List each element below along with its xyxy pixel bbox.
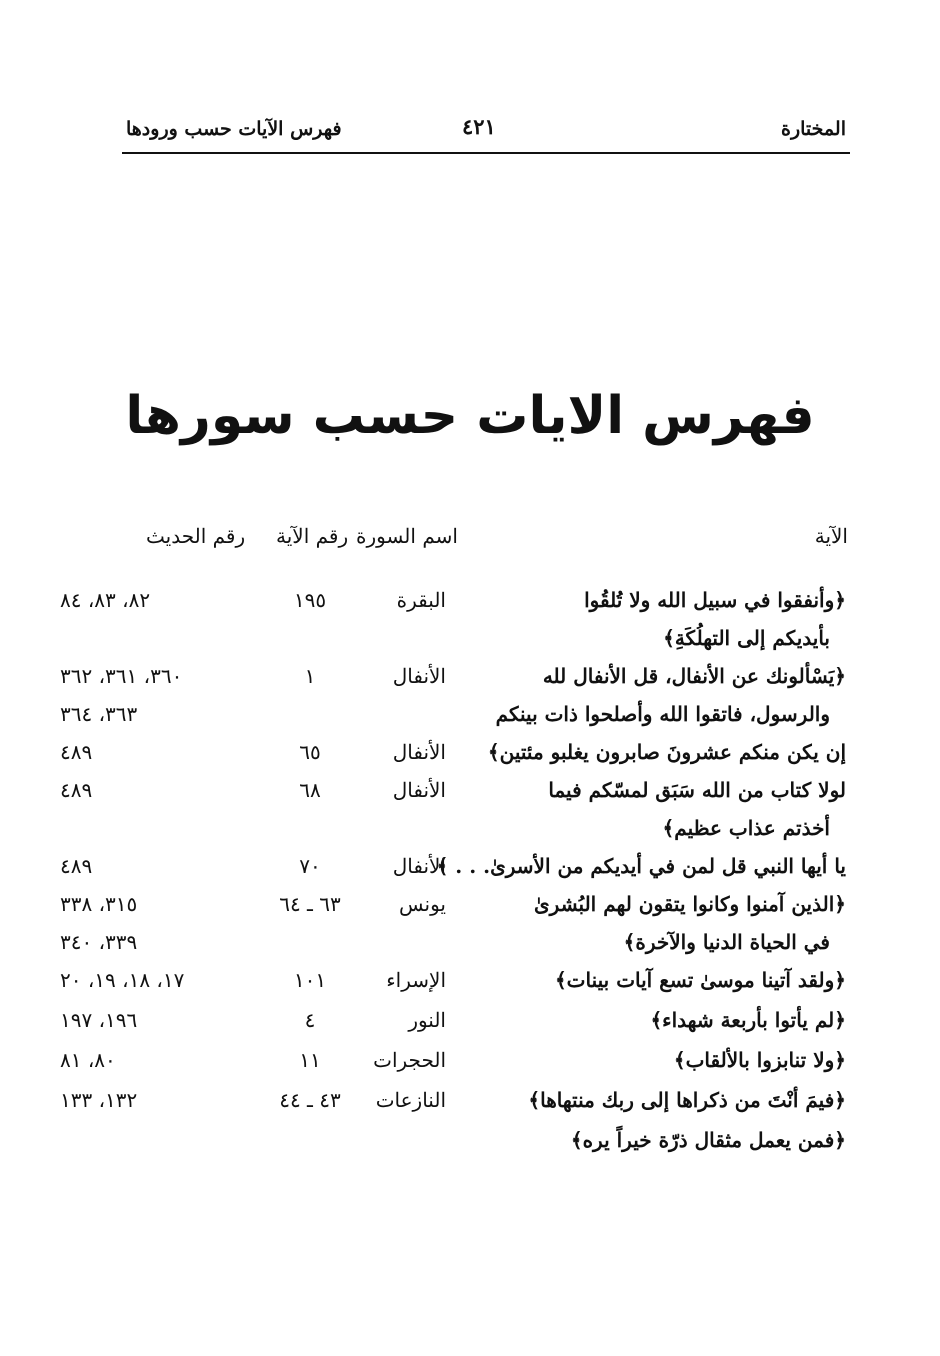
table-row	[60, 1044, 850, 1082]
page-title: فهرس الايات حسب سورها	[125, 386, 815, 446]
surah-name: الأنفال	[392, 664, 446, 688]
hadith-numbers: ١٧، ١٨، ١٩، ٢٠	[60, 968, 185, 992]
surah-name: يونس	[399, 892, 446, 916]
ayah-text: ﴿ولقد آتينا موسىٰ تسع آيات بينات﴾	[554, 968, 846, 992]
ayah-number: ٤	[304, 1008, 316, 1032]
ayah-text: والرسول، فاتقوا الله وأصلحوا ذات بينكم	[495, 702, 830, 726]
ayah-text: ﴿الذين آمنوا وكانوا يتقون لهم البُشرىٰ	[534, 892, 846, 916]
column-header-ayah-number: رقم الآية	[276, 524, 349, 548]
surah-name: الأنفال	[392, 854, 446, 878]
hadith-numbers: ١٣٢، ١٣٣	[60, 1088, 138, 1112]
table-row	[60, 622, 850, 660]
ayah-text: في الحياة الدنيا والآخرة﴾	[623, 930, 830, 954]
header-section-title: فهرس الآيات حسب ورودها	[126, 118, 342, 140]
header-book-title: المختارة	[781, 118, 846, 140]
table-row	[60, 926, 850, 964]
table-row	[60, 698, 850, 736]
hadith-numbers: ٨٠، ٨١	[60, 1048, 116, 1072]
hadith-numbers: ٤٨٩	[60, 854, 93, 878]
column-header-hadith-number: رقم الحديث	[146, 524, 246, 548]
table-row	[60, 1124, 850, 1162]
page-header	[122, 112, 850, 154]
surah-name: الأنفال	[392, 778, 446, 802]
surah-name: النور	[408, 1008, 446, 1032]
ayah-text: أخذتم عذاب عظيم﴾	[662, 816, 830, 840]
hadith-numbers: ١٩٦، ١٩٧	[60, 1008, 138, 1032]
ayah-number: ٦٥	[299, 740, 321, 764]
table-row	[60, 584, 850, 622]
ayah-text: لولا كتاب من الله سَبَق لمسّكم فيما	[548, 778, 846, 802]
table-row	[60, 850, 850, 888]
surah-name: الحجرات	[373, 1048, 446, 1072]
table-row	[60, 1084, 850, 1122]
surah-name: الأنفال	[392, 740, 446, 764]
ayah-text: ﴿وأنفقوا في سبيل الله ولا تُلقُوا	[584, 588, 846, 612]
ayah-text: بأيديكم إلى التهلُكَةِ﴾	[663, 626, 830, 650]
ayah-text: ﴿لم يأتوا بأربعة شهداء﴾	[650, 1008, 846, 1032]
hadith-numbers: ٣٦٠، ٣٦١، ٣٦٢	[60, 664, 183, 688]
ayah-text: ﴿ولا تنابزوا بالألقاب﴾	[673, 1048, 846, 1072]
column-header-surah: اسم السورة	[356, 524, 458, 548]
hadith-numbers: ٤٨٩	[60, 740, 93, 764]
ayah-text: إن يكن منكم عشرونَ صابرون يغلبو مئتين﴾	[487, 740, 846, 764]
hadith-numbers: ٤٨٩	[60, 778, 93, 802]
table-row	[60, 660, 850, 698]
ayah-number: ١	[304, 664, 316, 688]
ayah-number: ٦٨	[299, 778, 321, 802]
ayah-number: ١١	[299, 1048, 321, 1072]
hadith-numbers: ٣١٥، ٣٣٨	[60, 892, 138, 916]
hadith-numbers: ٣٣٩، ٣٤٠	[60, 930, 138, 954]
surah-name: البقرة	[396, 588, 446, 612]
ayah-number: ٤٣ ـ ٤٤	[279, 1088, 341, 1112]
ayah-number: ١٠١	[293, 968, 327, 992]
page-number: ٤٢١	[462, 114, 496, 139]
ayah-number: ٦٣ ـ ٦٤	[279, 892, 341, 916]
ayah-text: ﴿فيمَ أنْتَ من ذكراها إلى ربك منتهاها﴾	[528, 1088, 846, 1112]
table-row	[60, 1004, 850, 1042]
ayah-text: ﴿فمن يعمل مثقال ذرّة خيراً يره﴾	[570, 1128, 846, 1152]
ayah-text: ﴿يَسْألونك عن الأنفال، قل الأنفال لله	[542, 664, 846, 688]
surah-name: الإسراء	[386, 968, 446, 992]
ayah-number: ١٩٥	[293, 588, 327, 612]
ayah-text: يا أيها النبي قل لمن في أيديكم من الأسرىٰ. . . ﴾	[436, 854, 846, 878]
table-row	[60, 736, 850, 774]
hadith-numbers: ٣٦٣، ٣٦٤	[60, 702, 138, 726]
ayah-number: ٧٠	[299, 854, 321, 878]
column-header-ayah: الآية	[814, 524, 848, 548]
table-row	[60, 964, 850, 1002]
table-row	[60, 812, 850, 850]
table-row	[60, 888, 850, 926]
surah-name: النازعات	[375, 1088, 446, 1112]
table-row	[60, 774, 850, 812]
hadith-numbers: ٨٢، ٨٣، ٨٤	[60, 588, 151, 612]
